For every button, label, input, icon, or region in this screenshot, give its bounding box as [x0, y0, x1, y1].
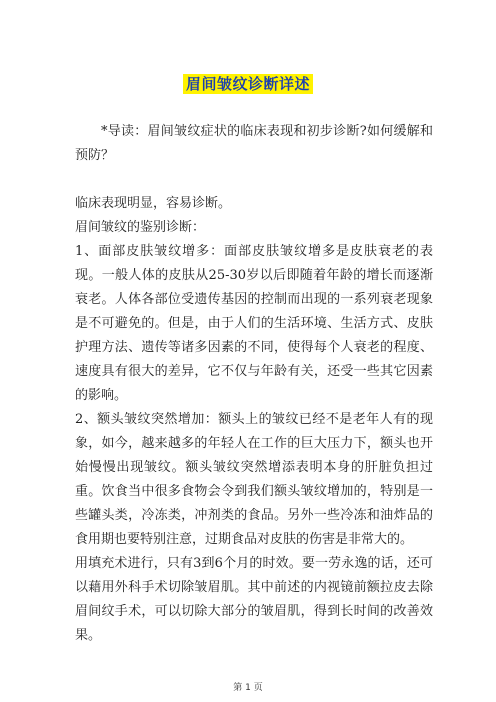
paragraph-3: 1、面部皮肤皱纹增多：面部皮肤皱纹增多是皮肤衰老的表现。一般人体的皮肤从25-30岁以后即随着年龄的增长而逐渐衰老。人体各部位受遗传基因的控制而出现的一系列衰老现象是不可避免的。但是，由于人们的生活环境、生活方式、皮肤护理方法、遗传等诸多因素的不同，使得每个人衰老的程度、速度具有很大的差异，它不仅与年龄有关，还受一些其它因素的影响。 [75, 244, 433, 403]
paragraph-1: 临床表现明显，容易诊断。 [75, 196, 232, 211]
document-body [75, 120, 433, 648]
paragraph-gap [75, 168, 433, 192]
page-title: 眉间皱纹诊断详述 [183, 74, 313, 94]
intro-paragraph: *导读：眉间皱纹症状的临床表现和初步诊断?如何缓解和预防？ [75, 124, 433, 163]
page-number: 第 1 页 [233, 683, 263, 693]
paragraph-2: 眉间皱纹的鉴别诊断： [75, 220, 206, 235]
paragraph-5: 用填充术进行，只有3到6个月的时效。要一劳永逸的话，还可以藉用外科手术切除皱眉肌。其中前述的内视镜前额拉皮去除眉间纹手术，可以切除大部分的皱眉肌，得到长时间的改善效果。 [75, 556, 433, 643]
title-wrap [0, 74, 496, 94]
paragraph-4: 2、额头皱纹突然增加：额头上的皱纹已经不是老年人有的现象，如今，越来越多的年轻人在工作的巨大压力下，额头也开始慢慢出现皱纹。额头皱纹突然增添表明本身的肝脏负担过重。饮食当中很多食物会令到我们额头皱纹增加的，特别是一些罐头类，冷冻类，冲剂类的食品。另外一些冷冻和油炸品的食用期也要特别注意，过期食品对皮肤的伤害是非常大的。 [75, 412, 433, 547]
